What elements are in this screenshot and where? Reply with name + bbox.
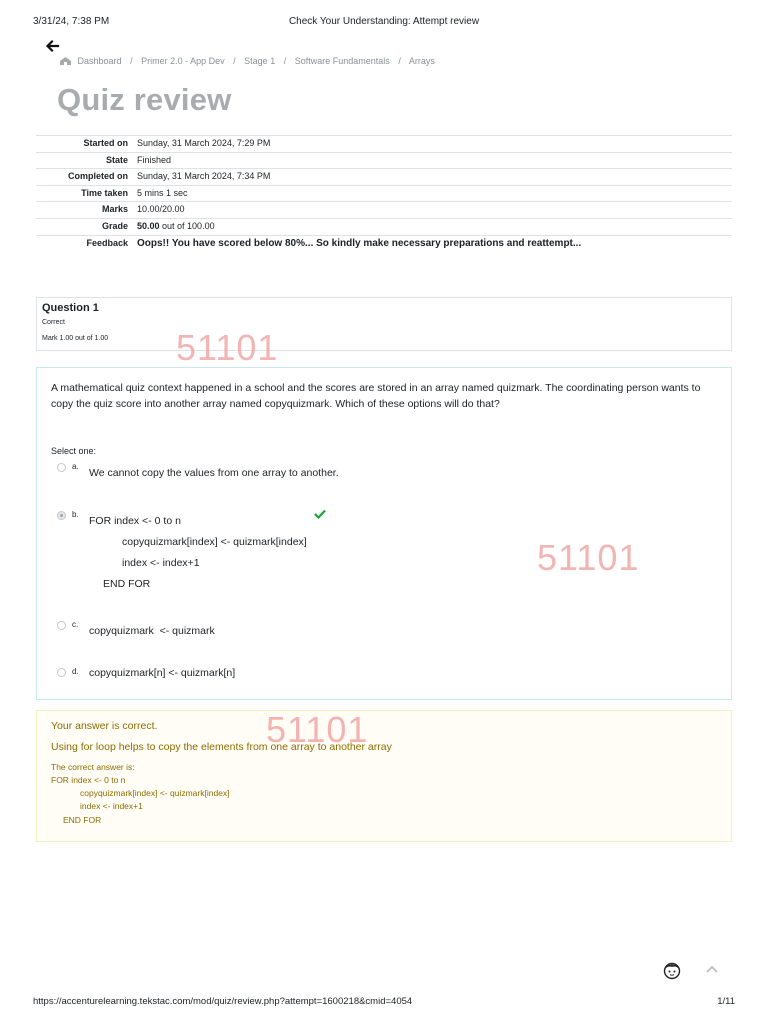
summary-row (36, 202, 732, 219)
print-footer (33, 996, 735, 1010)
summary-row (36, 185, 732, 202)
option-b-line: index <- index+1 (122, 557, 200, 569)
option-b-line: copyquizmark[index] <- quizmark[index] (122, 536, 307, 548)
correct-message: Your answer is correct. (51, 720, 158, 732)
check-icon (314, 509, 326, 519)
breadcrumb-separator: / (398, 56, 401, 66)
select-one-label: Select one: (51, 446, 97, 456)
summary-row (36, 152, 732, 169)
arrow-left-icon[interactable] (44, 38, 60, 54)
correct-answer-label: The correct answer is: (51, 762, 135, 772)
option-c-text: copyquizmark <- quizmark (89, 625, 215, 637)
summary-row (36, 169, 732, 186)
option-c-letter: c. (72, 620, 79, 629)
breadcrumb-separator: / (130, 56, 133, 66)
grade-out-of: out of 100.00 (159, 220, 215, 231)
summary-value (133, 235, 732, 251)
option-b-line: END FOR (103, 578, 151, 590)
print-document-title: Check Your Understanding: Attempt review (288, 16, 480, 27)
print-url: https://accenturelearning.tekstac.com/mod/quiz/review.php?attempt=1600218&cmid=4054 (33, 996, 413, 1007)
summary-label: Started on (36, 136, 133, 153)
breadcrumb-section[interactable]: Software Fundamentals (294, 56, 390, 66)
correct-answer-line: index <- index+1 (80, 801, 143, 811)
option-c-radio[interactable] (57, 621, 66, 630)
summary-row (36, 218, 732, 235)
overall-feedback: Oops!! You have scored below 80%... So kindly make necessary preparations and reattempt... (137, 237, 582, 249)
breadcrumb-activity[interactable]: Arrays (408, 56, 435, 66)
summary-value: 5 mins 1 sec (133, 185, 732, 202)
question-number: Question 1 (42, 302, 99, 314)
page-title: Quiz review (57, 82, 232, 117)
option-b-letter: b. (72, 510, 79, 519)
general-feedback: Using for loop helps to copy the elements from one array to another array (51, 741, 392, 753)
summary-label: Completed on (36, 169, 133, 186)
question-text: A mathematical quiz context happened in a school and the scores are stored in an array named quizmark. The coordinating person wants to copy the quiz score into another array named copyquizmark. Which of these options will do that? (51, 382, 701, 410)
option-a-letter: a. (72, 462, 79, 471)
grade-value: 50.00 (137, 220, 160, 231)
home-icon (60, 57, 71, 65)
question-state: Correct (42, 319, 65, 326)
breadcrumb-course[interactable]: Primer 2.0 - App Dev (141, 56, 225, 66)
answer-feedback-box (36, 710, 732, 842)
question-info-box (36, 297, 732, 351)
option-d-letter: d. (72, 667, 79, 676)
question-mark: Mark 1.00 out of 1.00 (42, 335, 109, 342)
watermark: 51101 (176, 327, 279, 368)
summary-value: 10.00/20.00 (133, 202, 732, 219)
option-b-radio[interactable] (57, 511, 66, 520)
correct-answer-line: END FOR (63, 815, 102, 825)
summary-value: Finished (133, 152, 732, 169)
option-b-line: FOR index <- 0 to n (89, 515, 181, 527)
correct-answer-line: copyquizmark[index] <- quizmark[index] (80, 788, 230, 798)
correct-answer-line: FOR index <- 0 to n (51, 775, 126, 785)
print-datetime: 3/31/24, 7:38 PM (33, 16, 110, 27)
summary-value: Sunday, 31 March 2024, 7:29 PM (133, 136, 732, 153)
option-a-text: We cannot copy the values from one array to another. (89, 467, 339, 479)
attempt-summary-table (36, 135, 732, 251)
breadcrumb-separator: / (283, 56, 287, 66)
option-a-radio[interactable] (57, 463, 66, 472)
breadcrumb-separator: / (233, 56, 236, 66)
summary-label: Marks (36, 202, 133, 219)
summary-value: Sunday, 31 March 2024, 7:34 PM (133, 169, 732, 186)
option-d-radio[interactable] (57, 668, 66, 677)
summary-row (36, 235, 732, 251)
summary-label: Feedback (36, 235, 133, 251)
summary-label: Grade (36, 218, 133, 235)
question-content (36, 367, 732, 700)
summary-label: State (36, 152, 133, 169)
support-avatar-icon[interactable] (662, 960, 682, 980)
print-page-number: 1/11 (717, 996, 735, 1007)
chevron-up-icon[interactable] (705, 964, 719, 974)
watermark: 51101 (266, 709, 369, 750)
summary-label: Time taken (36, 185, 133, 202)
print-header (33, 16, 735, 30)
summary-row (36, 136, 732, 153)
watermark: 51101 (537, 537, 640, 578)
breadcrumb-stage[interactable]: Stage 1 (244, 56, 276, 66)
option-d-text: copyquizmark[n] <- quizmark[n] (89, 667, 236, 679)
summary-value (133, 218, 732, 235)
breadcrumb (60, 56, 435, 66)
breadcrumb-dashboard[interactable]: Dashboard (77, 56, 122, 66)
